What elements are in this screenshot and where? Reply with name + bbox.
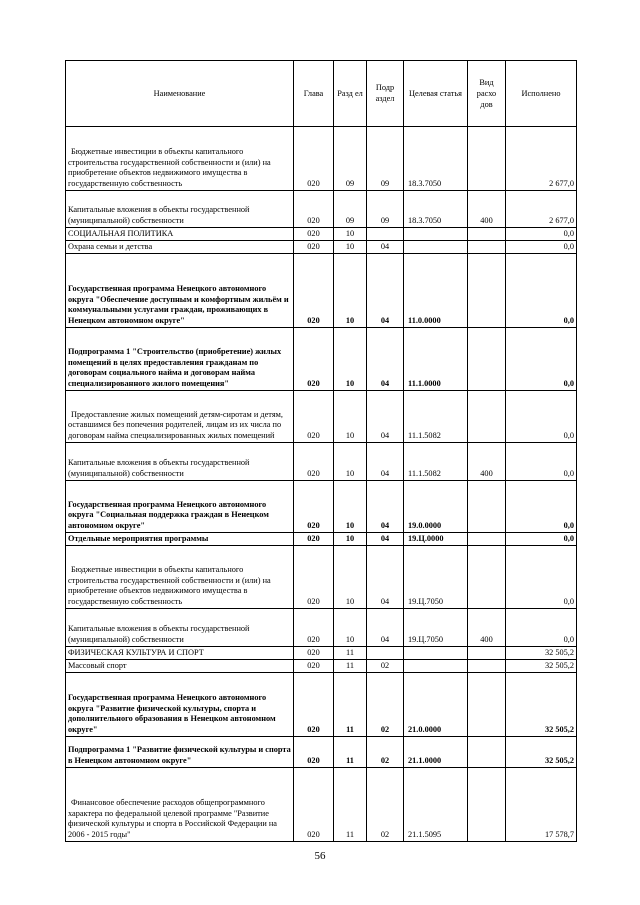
row-article-cell: 18.3.7050: [404, 127, 468, 191]
row-glava-cell: 020: [294, 647, 334, 660]
row-article-cell: [404, 660, 468, 673]
row-executed-cell: 0,0: [506, 533, 577, 546]
row-executed-cell: 17 578,7: [506, 768, 577, 842]
row-razdel-cell: 10: [334, 228, 367, 241]
row-podrazdel-cell: 09: [367, 127, 404, 191]
table-body: [66, 127, 577, 842]
row-vid-cell: [468, 673, 506, 737]
row-article-cell: 11.1.5082: [404, 443, 468, 481]
row-razdel-cell: 09: [334, 191, 367, 228]
row-razdel-cell: 10: [334, 443, 367, 481]
row-article-cell: [404, 228, 468, 241]
row-executed-cell: 0,0: [506, 391, 577, 443]
row-executed-cell: 0,0: [506, 241, 577, 254]
row-podrazdel-cell: [367, 647, 404, 660]
row-vid-cell: [468, 391, 506, 443]
row-razdel-cell: 11: [334, 660, 367, 673]
row-vid-cell: [468, 768, 506, 842]
row-name-cell: Государственная программа Ненецкого автономного округа "Развитие физической культуры, спорта и дополнительного образования в Ненецком автономном округе": [66, 673, 294, 737]
table-row: [66, 241, 577, 254]
row-article-cell: [404, 647, 468, 660]
row-name-cell: Капитальные вложения в объекты государственной (муниципальной) собственности: [66, 443, 294, 481]
header-glava: Глава: [294, 61, 334, 127]
row-podrazdel-cell: 02: [367, 673, 404, 737]
row-article-cell: 11.1.0000: [404, 328, 468, 391]
row-executed-cell: 32 505,2: [506, 647, 577, 660]
row-razdel-cell: 10: [334, 328, 367, 391]
row-article-cell: 18.3.7050: [404, 191, 468, 228]
row-podrazdel-cell: 04: [367, 533, 404, 546]
header-name: Наименование: [66, 61, 294, 127]
row-glava-cell: 020: [294, 228, 334, 241]
header-razdel: Разд ел: [334, 61, 367, 127]
row-vid-cell: [468, 127, 506, 191]
row-glava-cell: 020: [294, 768, 334, 842]
table-row: [66, 673, 577, 737]
row-podrazdel-cell: [367, 228, 404, 241]
table-row: [66, 609, 577, 647]
row-name-cell: Капитальные вложения в объекты государственной (муниципальной) собственности: [66, 191, 294, 228]
row-glava-cell: 020: [294, 328, 334, 391]
row-podrazdel-cell: 04: [367, 391, 404, 443]
row-glava-cell: 020: [294, 660, 334, 673]
row-podrazdel-cell: 09: [367, 191, 404, 228]
row-vid-cell: [468, 328, 506, 391]
row-glava-cell: 020: [294, 127, 334, 191]
row-article-cell: 21.0.0000: [404, 673, 468, 737]
row-article-cell: 11.0.0000: [404, 254, 468, 328]
row-vid-cell: [468, 254, 506, 328]
header-vid: Вид расхо дов: [468, 61, 506, 127]
row-name-cell: Бюджетные инвестиции в объекты капитального строительства государственной собственности и (или) на приобретение объектов недвижимого имущества в государственную собственность: [66, 546, 294, 609]
row-razdel-cell: 09: [334, 127, 367, 191]
row-article-cell: 19.Ц.7050: [404, 609, 468, 647]
row-name-cell: Массовый спорт: [66, 660, 294, 673]
row-podrazdel-cell: 04: [367, 241, 404, 254]
row-vid-cell: [468, 737, 506, 768]
row-glava-cell: 020: [294, 609, 334, 647]
row-name-cell: Государственная программа Ненецкого автономного округа "Обеспечение доступным и комфортным жильём и коммунальными услугами граждан, проживающих в Ненецком автономном округе": [66, 254, 294, 328]
row-vid-cell: [468, 660, 506, 673]
row-executed-cell: 2 677,0: [506, 191, 577, 228]
row-podrazdel-cell: 04: [367, 328, 404, 391]
row-glava-cell: 020: [294, 737, 334, 768]
row-executed-cell: 32 505,2: [506, 673, 577, 737]
row-executed-cell: 0,0: [506, 228, 577, 241]
row-razdel-cell: 11: [334, 673, 367, 737]
row-vid-cell: [468, 481, 506, 533]
row-vid-cell: [468, 533, 506, 546]
row-name-cell: Подпрограмма 1 "Развитие физической культуры и спорта в Ненецком автономном округе": [66, 737, 294, 768]
table-row: [66, 127, 577, 191]
row-executed-cell: 0,0: [506, 254, 577, 328]
row-name-cell: Государственная программа Ненецкого автономного округа "Социальная поддержка граждан в Ненецком автономном округе": [66, 481, 294, 533]
row-glava-cell: 020: [294, 533, 334, 546]
row-podrazdel-cell: 04: [367, 609, 404, 647]
row-executed-cell: 2 677,0: [506, 127, 577, 191]
row-glava-cell: 020: [294, 191, 334, 228]
row-razdel-cell: 10: [334, 241, 367, 254]
row-razdel-cell: 10: [334, 533, 367, 546]
page-number: 56: [314, 850, 326, 862]
table-row: [66, 533, 577, 546]
row-name-cell: Подпрограмма 1 "Строительство (приобретение) жилых помещений в целях предоставления гражданам по договорам социального найма и договорам найма специализированного жилого помещения": [66, 328, 294, 391]
row-name-cell: Предоставление жилых помещений детям-сиротам и детям, оставшимся без попечения родителей, лицам из их числа по договорам найма специализированных жилых помещений: [66, 391, 294, 443]
row-podrazdel-cell: 04: [367, 254, 404, 328]
row-podrazdel-cell: 04: [367, 443, 404, 481]
table-row: [66, 768, 577, 842]
row-name-cell: СОЦИАЛЬНАЯ ПОЛИТИКА: [66, 228, 294, 241]
table-row: [66, 481, 577, 533]
row-article-cell: 19.Ц.0000: [404, 533, 468, 546]
row-glava-cell: 020: [294, 241, 334, 254]
row-razdel-cell: 10: [334, 481, 367, 533]
header-podrazdel: Подр аздел: [367, 61, 404, 127]
row-razdel-cell: 10: [334, 546, 367, 609]
row-glava-cell: 020: [294, 546, 334, 609]
row-name-cell: Капитальные вложения в объекты государственной (муниципальной) собственности: [66, 609, 294, 647]
row-vid-cell: [468, 241, 506, 254]
row-razdel-cell: 10: [334, 609, 367, 647]
row-vid-cell: [468, 228, 506, 241]
table-row: [66, 328, 577, 391]
row-executed-cell: 0,0: [506, 443, 577, 481]
row-executed-cell: 32 505,2: [506, 737, 577, 768]
row-podrazdel-cell: 02: [367, 660, 404, 673]
row-podrazdel-cell: 02: [367, 737, 404, 768]
table-row: [66, 546, 577, 609]
row-executed-cell: 0,0: [506, 609, 577, 647]
row-razdel-cell: 11: [334, 647, 367, 660]
row-executed-cell: 32 505,2: [506, 660, 577, 673]
table-header-row: [66, 61, 577, 127]
row-article-cell: [404, 241, 468, 254]
row-glava-cell: 020: [294, 673, 334, 737]
row-glava-cell: 020: [294, 391, 334, 443]
row-vid-cell: [468, 546, 506, 609]
table-row: [66, 443, 577, 481]
table-row: [66, 254, 577, 328]
row-glava-cell: 020: [294, 481, 334, 533]
row-article-cell: 19.Ц.7050: [404, 546, 468, 609]
header-executed: Исполнено: [506, 61, 577, 127]
table-row: [66, 647, 577, 660]
row-name-cell: Охрана семьи и детства: [66, 241, 294, 254]
table-row: [66, 660, 577, 673]
row-vid-cell: 400: [468, 191, 506, 228]
row-article-cell: 21.1.0000: [404, 737, 468, 768]
row-vid-cell: 400: [468, 443, 506, 481]
row-executed-cell: 0,0: [506, 481, 577, 533]
table-row: [66, 737, 577, 768]
row-name-cell: Финансовое обеспечение расходов общепрограммного характера по федеральной целевой программе "Развитие физической культуры и спорта в Российской Федерации на 2006 - 2015 годы": [66, 768, 294, 842]
row-article-cell: 11.1.5082: [404, 391, 468, 443]
row-glava-cell: 020: [294, 254, 334, 328]
row-name-cell: Отдельные мероприятия программы: [66, 533, 294, 546]
row-razdel-cell: 11: [334, 768, 367, 842]
row-executed-cell: 0,0: [506, 328, 577, 391]
row-name-cell: ФИЗИЧЕСКАЯ КУЛЬТУРА И СПОРТ: [66, 647, 294, 660]
row-vid-cell: 400: [468, 609, 506, 647]
row-razdel-cell: 10: [334, 391, 367, 443]
row-razdel-cell: 11: [334, 737, 367, 768]
row-article-cell: 21.1.5095: [404, 768, 468, 842]
table-row: [66, 391, 577, 443]
row-podrazdel-cell: 04: [367, 481, 404, 533]
row-article-cell: 19.0.0000: [404, 481, 468, 533]
table-row: [66, 228, 577, 241]
row-executed-cell: 0,0: [506, 546, 577, 609]
row-podrazdel-cell: 04: [367, 546, 404, 609]
row-podrazdel-cell: 02: [367, 768, 404, 842]
budget-table: [65, 60, 577, 842]
row-glava-cell: 020: [294, 443, 334, 481]
row-name-cell: Бюджетные инвестиции в объекты капитального строительства государственной собственности и (или) на приобретение объектов недвижимого имущества в государственную собственность: [66, 127, 294, 191]
row-vid-cell: [468, 647, 506, 660]
header-article: Целевая статья: [404, 61, 468, 127]
table-row: [66, 191, 577, 228]
row-razdel-cell: 10: [334, 254, 367, 328]
